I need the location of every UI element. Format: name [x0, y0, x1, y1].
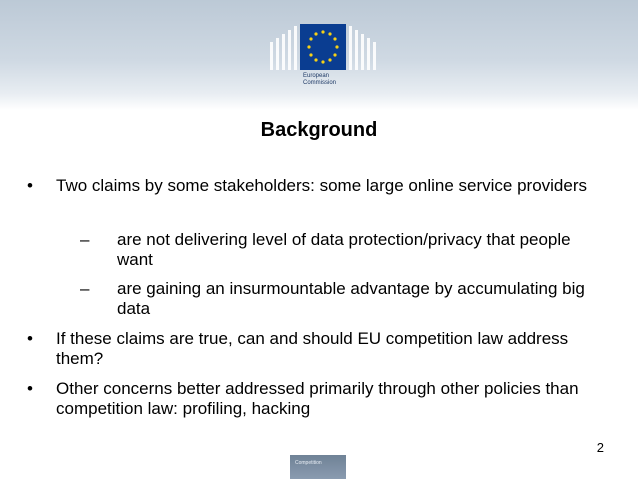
logo-line-european: European	[303, 73, 330, 79]
sub-bullet-2-mark: –	[80, 279, 90, 298]
sub-bullet-1	[80, 230, 610, 270]
sub-bullet-1-mark: –	[80, 230, 90, 249]
bullet-1-text: Two claims by some stakeholders: some large online service providers	[56, 176, 588, 195]
bullet-3	[27, 379, 627, 419]
slide-title: Background	[260, 119, 378, 141]
bullet-3-mark: •	[27, 379, 33, 398]
european-commission-logo	[268, 20, 378, 102]
bullet-1	[27, 176, 627, 216]
bullet-3-text: Other concerns better addressed primarily through other policies than competition law: profiling, hacking	[56, 379, 579, 418]
bullet-2-mark: •	[27, 329, 33, 348]
sub-bullet-2-text: are gaining an insurmountable advantage by accumulating big data	[117, 279, 585, 318]
footer-tab	[290, 455, 346, 479]
footer-label: Competition	[295, 460, 322, 466]
bullet-2-text: If these claims are true, can and should EU competition law address them?	[56, 329, 569, 368]
bullet-1-mark: •	[27, 176, 33, 195]
logo-line-commission: Commission	[303, 80, 337, 86]
sub-bullet-2	[80, 279, 610, 319]
page-number: 2	[596, 440, 604, 455]
bullet-2	[27, 329, 627, 369]
logo-text	[303, 73, 336, 87]
sub-bullet-1-text: are not delivering level of data protection/privacy that people want	[117, 230, 571, 269]
